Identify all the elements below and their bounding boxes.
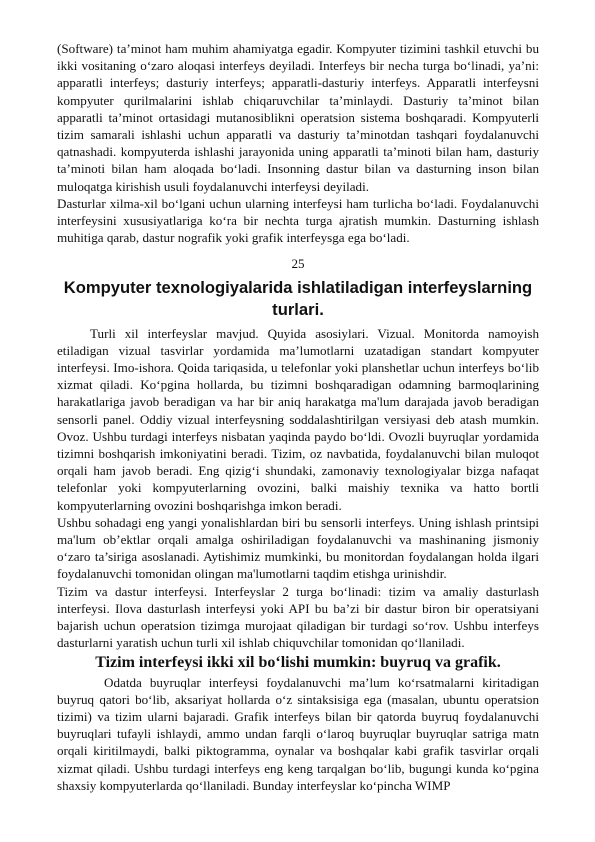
subtitle: Tizim interfeysi ikki xil bo‘lishi mumkin: buyruq va grafik.	[95, 653, 501, 671]
section-title: Kompyuter texnologiyalarida ishlatiladigan interfeyslarning turlari.	[63, 277, 533, 319]
paragraph-interface-types: Turli xil interfeyslar mavjud. Quyida asosiylari. Vizual. Monitorda namoyish etiladigan vizual tasvirlar yordamida ma’lumotlarni uzatadigan standart kompyuter interfeysi. Imo-ishora. Qoida tariqasida, u telefonlar yoki planshetlar uchun interfeys bo‘lib xizmat qiladi. Ko‘pgina hollarda, bu tizimni boshqaradigan odamning barmoqlarining harakatlariga javob beradigan va har bir aniq harakatga ma'lum darajada javob beradigan sensorli panel. Oddiy vizual interfeysning soddalashtirilgan versiyasi deb atash mumkin. Ovoz. Ushbu turdagi interfeys nisbatan yaqinda paydo bo‘ldi. Ovozli buyruqlar yordamida tizimni boshqarish imkoniyatini beradi. Tizim, oz navbatida, foydalanuvchi bilan muloqot orqali ham javob beradi. Eng qizig‘i shundaki, zamonaviy texnologiyalar bizga nafaqat telefonlar yoki kompyuterlarning ovozini, balki maishiy texnika va hatto bortli kompyuterlarning ovozini boshqarishga imkon beradi.	[57, 325, 539, 513]
paragraph-program-interfaces: Dasturlar xilma-xil bo‘lgani uchun ularning interfeysi ham turlicha bo‘ladi. Foydalanuvchi interfeysini xususiyatlariga ko‘ra bir nechta turga ajratish mumkin. Dasturning ishlash muhitiga qarab, dastur nografik yoki grafik interfeysga ega bo‘ladi.	[57, 195, 539, 246]
page-number: 25	[291, 256, 305, 272]
paragraph-command-interface: Odatda buyruqlar interfeysi foydalanuvchi ma’lum ko‘rsatmalarni kiritadigan buyruq qatori bo‘lib, aksariyat hollarda o‘z sintaksisiga ega (masalan, ubuntu operatsion tizimi) va tizim ularni bajaradi. Grafik interfeys bilan bir qatorda buyruq foydalanuvchi buyruqlari tufayli ishlaydi, ammo undan farqli o‘laroq buyruqlar buyruqlar satriga matn orqali kiritilmaydi, balki piktogramma, oynalar va boshqalar kabi grafik tasvirlar orqali xizmat qiladi. Ushbu turdagi interfeys eng keng tarqalgan bo‘lib, bugungi kunda ko‘pgina shaxsiy kompyuterlarda qo‘llaniladi. Bunday interfeyslar ko‘pincha WIMP	[57, 674, 539, 793]
paragraph-software-interface: (Software) ta’minot ham muhim ahamiyatga egadir. Kompyuter tizimini tashkil etuvchi bu ikki vositaning o‘zaro aloqasi interfeys deyiladi. Interfeys bir necha turga bo‘linadi, ya’ni: apparatli interfeys; dasturiy interfeys; apparatli-dasturiy interfeys. Apparatli interfeysni kompyuter qurilmalarini ishlab chiqaruvchilar ta’minlaydi. Dasturiy ta’minot bilan apparatli ta’minot ortasidagi mutanosiblikni operatsion sistema boshqaradi. Kompyuterli tizim samarali ishlashi uchun apparatli va dasturiy ta’minotdan tashqari foydalanuvchi qatnashadi. kompyuterda ishlashi jarayonida uning apparatli ta’minoti bilan ham, dasturiy ta’minoti bilan ham aloqada bo‘ladi. Insonning dastur bilan va dasturning inson bilan muloqatga kirishish usuli foydalanuvchi interfeysi deyiladi.	[57, 41, 539, 194]
document-page	[57, 40, 539, 794]
paragraph-sensor-interface: Ushbu sohadagi eng yangi yonalishlardan biri bu sensorli interfeys. Uning ishlash printsipi ma'lum ob’ektlar orqali amalga oshiriladigan foydalanuvchi va mashinaning jismoniy o‘zaro ta’siriga asoslanadi. Aytishimiz mumkinki, bu monitordan foydalangan holda ilgari foydalanuvchi tomonidan olingan ma'lumotlarni taqdim etishga urinishdir.	[57, 514, 539, 582]
paragraph-system-api-interface: Tizim va dastur interfeysi. Interfeyslar 2 turga bo‘linadi: tizim va amaliy dasturlash interfeysi. Ilova dasturlash interfeysi yoki API bu ba’zi bir dastur biron bir operatsiyani bajarish uchun operatsion tizimga murojaat qiladigan bir turdagi so‘rov. Ushbu interfeys dasturlarni yaratish uchun turli xil ishlab chiquvchilar tomonidan qo‘llaniladi.	[57, 583, 539, 651]
